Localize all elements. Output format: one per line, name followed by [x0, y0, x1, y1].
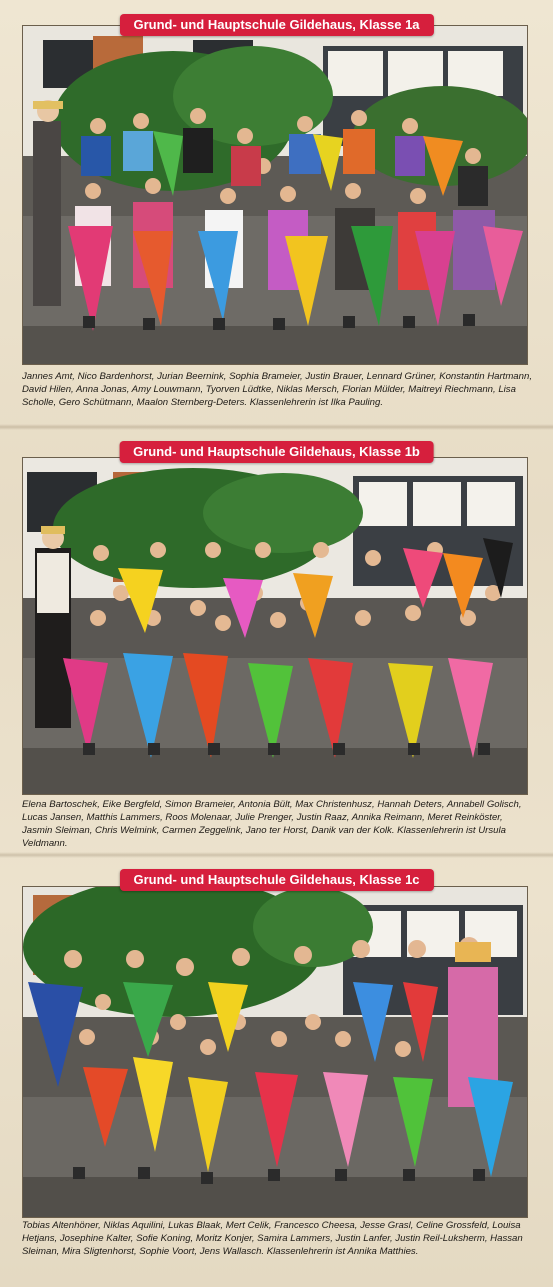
class-1c-photo — [22, 886, 528, 1218]
class-1a-section — [0, 0, 553, 424]
class-1b-caption: Elena Bartoschek, Eike Bergfeld, Simon Brameier, Antonia Bült, Max Christenhusz, Hannah Deters, Annabell Golisch, Lucas Jansen, Matthis Lammers, Roos Molenaar, Julie Prenger, Justin Raaz, Annika Reimann, Meret Reinköster, Jasmin Sleiman, Chris Welmink, Carmen Zeggelink, Jano ter Horst, Danik van der Kolk. Klassenlehrerin ist Ursula Veldmann. — [22, 799, 522, 849]
class-1b-title: Grund- und Hauptschule Gildehaus, Klasse 1b — [119, 441, 434, 463]
class-1c-caption: Tobias Altenhöner, Niklas Aquilini, Lukas Blaak, Mert Celik, Francesco Cheesa, Jesse Grasl, Celine Grossfeld, Louisa Hetjans, Josephine Kalter, Sofie Koning, Moritz Konjer, Samira Lammers, Justin Lanfer, Justin Reil-Luksherm, Hassan Sleiman, Mira Sligtenhorst, Sophie Voort, Jens Wallasch. Klassenlehrerin ist Annika Matthies. — [22, 1220, 523, 1257]
class-1b-photo — [22, 457, 528, 795]
class-1c-title: Grund- und Hauptschule Gildehaus, Klasse 1c — [119, 869, 433, 891]
class-1b-section — [0, 424, 553, 852]
class-1a-caption: Jannes Amt, Nico Bardenhorst, Jurian Beernink, Sophia Brameier, Justin Brauer, Lennard Grüner, Konstantin Hartmann, David Hilen, Anna Jonas, Amy Louwmann, Tyorven Lüdtke, Niklas Mersch, Florian Mülder, Maitreyi Riechmann, Lisa Scholle, Gero Schütmann, Maalon Sternberg-Deters. Klassenlehrerin ist Ilka Pauling. — [22, 371, 532, 408]
class-1c-section — [0, 852, 553, 1287]
class-1a-title: Grund- und Hauptschule Gildehaus, Klasse 1a — [119, 14, 433, 36]
class-1a-photo — [22, 25, 528, 365]
